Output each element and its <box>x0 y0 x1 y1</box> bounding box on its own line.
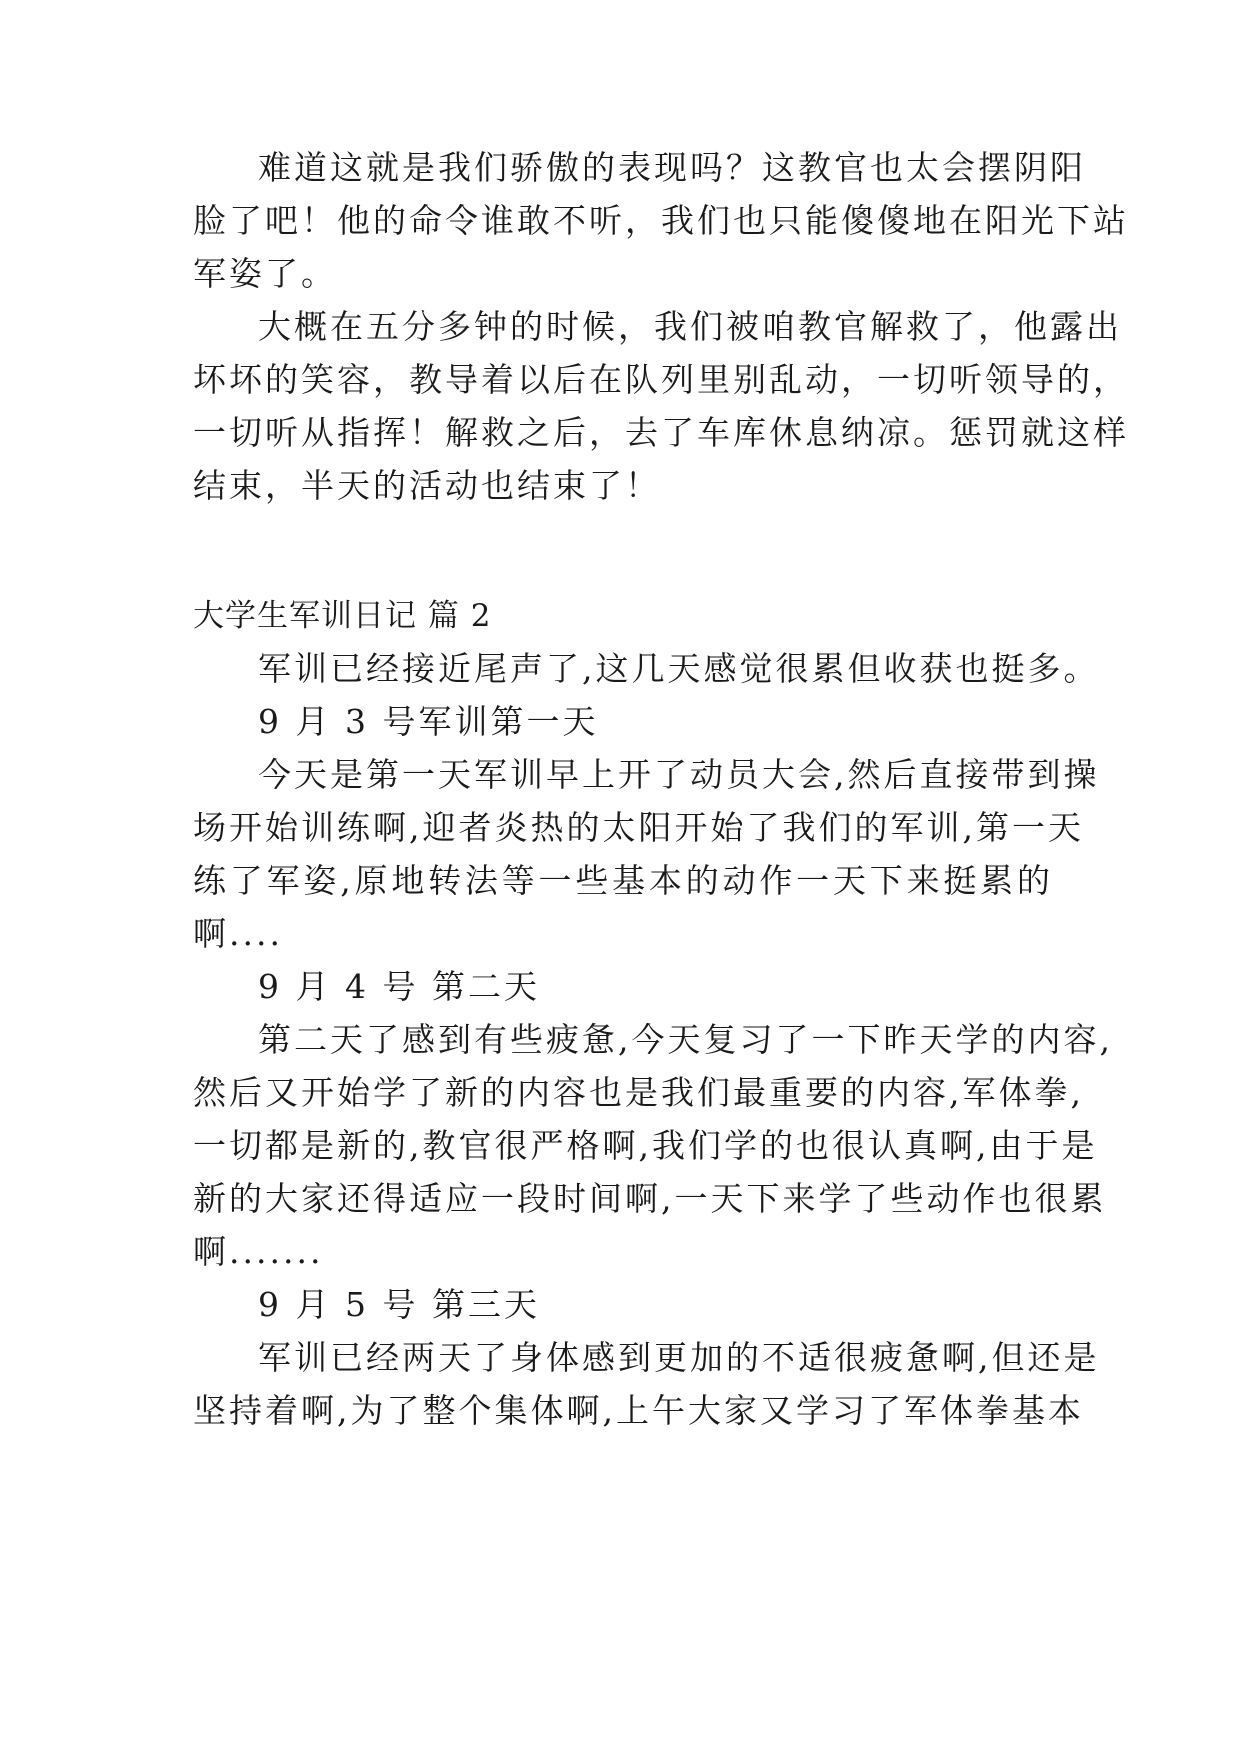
paragraph-line: 第二天了感到有些疲惫,今天复习了一下昨天学的内容, <box>258 1020 1113 1059</box>
paragraph-line: 场开始训练啊,迎者炎热的太阳开始了我们的军训,第一天 <box>193 808 1084 847</box>
paragraph-line: 大概在五分多钟的时候，我们被咱教官解救了，他露出 <box>258 307 1122 346</box>
paragraph-line: 啊....... <box>193 1232 324 1271</box>
paragraph-line: 难道这就是我们骄傲的表现吗？这教官也太会摆阴阳 <box>258 148 1086 187</box>
section-heading: 大学生军训日记 篇 2 <box>193 598 492 634</box>
day-title: 9 月 5 号 第三天 <box>258 1285 540 1324</box>
day-title: 9 月 3 号军训第一天 <box>258 702 599 741</box>
paragraph-line: 坚持着啊,为了整个集体啊,上午大家又学习了军体拳基本 <box>193 1391 1084 1430</box>
paragraph-line: 一切听从指挥！解救之后，去了车库休息纳凉。惩罚就这样 <box>193 413 1129 452</box>
paragraph-line: 军训已经两天了身体感到更加的不适很疲惫啊,但还是 <box>258 1338 1100 1377</box>
intro-line: 军训已经接近尾声了,这几天感觉很累但收获也挺多。 <box>258 649 1100 688</box>
paragraph-line: 练了军姿,原地转法等一些基本的动作一天下来挺累的 <box>193 861 1053 900</box>
day-title: 9 月 4 号 第二天 <box>258 967 540 1006</box>
paragraph-line: 军姿了。 <box>193 254 337 293</box>
paragraph-line: 今天是第一天军训早上开了动员大会,然后直接带到操 <box>258 755 1100 794</box>
paragraph-line: 然后又开始学了新的内容也是我们最重要的内容,军体拳, <box>193 1073 1084 1112</box>
paragraph-line: 结束，半天的活动也结束了！ <box>193 466 661 505</box>
paragraph-line: 啊.... <box>193 914 283 953</box>
paragraph-line: 脸了吧！他的命令谁敢不听，我们也只能傻傻地在阳光下站 <box>193 201 1129 240</box>
paragraph-line: 新的大家还得适应一段时间啊,一天下来学了些动作也很累 <box>193 1179 1107 1218</box>
paragraph-line: 坏坏的笑容，教导着以后在队列里别乱动，一切听领导的， <box>193 360 1129 399</box>
paragraph-line: 一切都是新的,教官很严格啊,我们学的也很认真啊,由于是 <box>193 1126 1098 1165</box>
